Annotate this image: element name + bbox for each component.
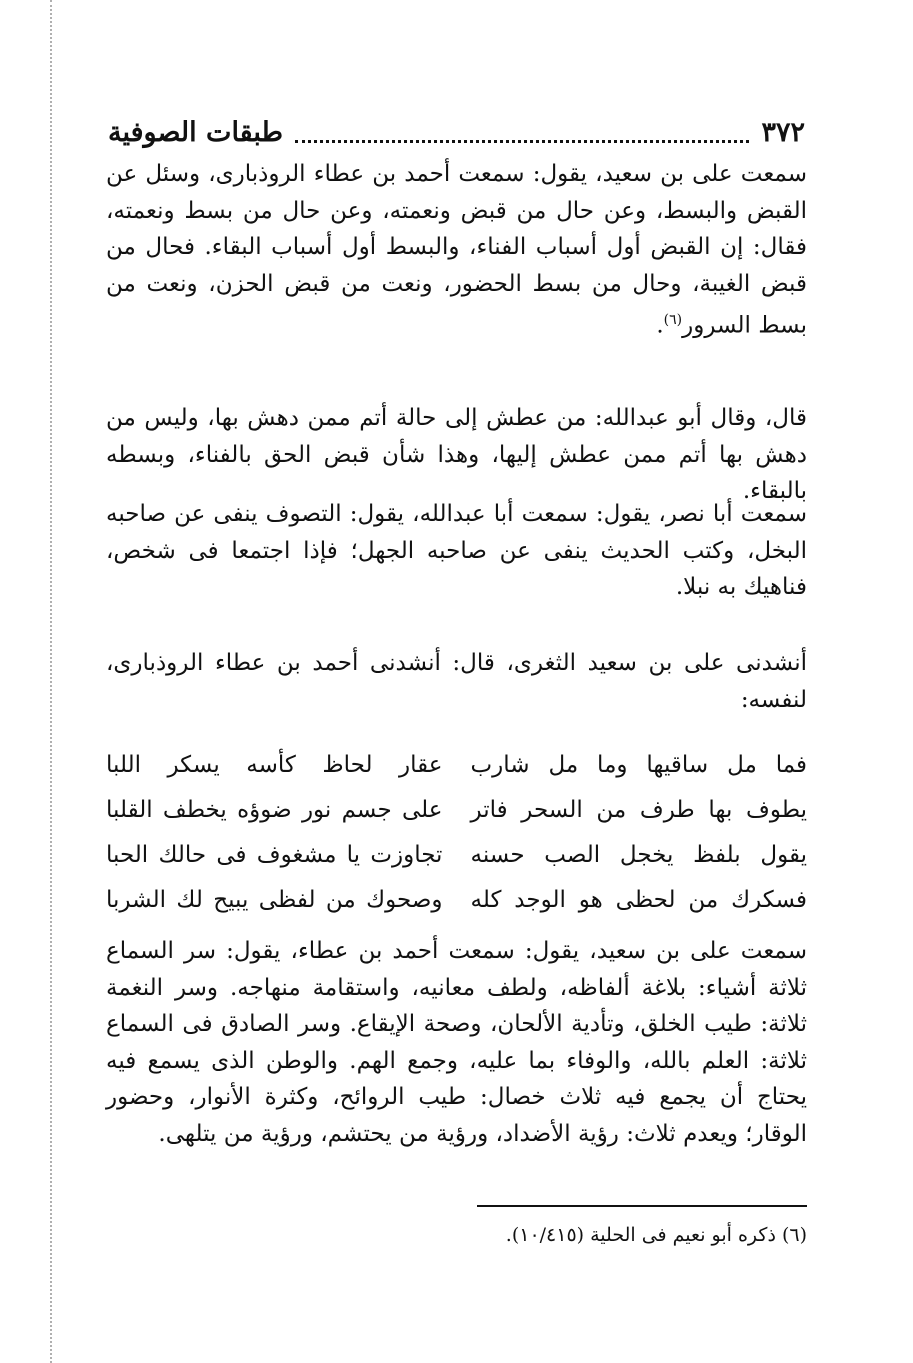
- paragraph-1-end: .: [656, 312, 664, 339]
- page-number: ٣٧٢: [761, 116, 805, 148]
- verse-second-hemistich: على جسم نور ضوؤه يخطف القلبا: [106, 796, 443, 823]
- verse-second-hemistich: عقار لحاظ كأسه يسكر اللبا: [106, 751, 443, 778]
- verse-first-hemistich: يطوف بها طرف من السحر فاتر: [470, 796, 807, 823]
- paragraph-1-text: سمعت على بن سعيد، يقول: سمعت أحمد بن عطاء الروذبارى، وسئل عن القبض والبسط، وعن حال من قبض ونعمته، وعن حال من بسط ونعمته، فقال: إن القبض أول أسباب الفناء، والبسط أول أسباب البقاء. فحال من قبض الغيبة، وحال من بسط الحضور، ونعت من قبض الحزن، ونعت من بسط السرور: [106, 161, 807, 339]
- verse-line: [106, 742, 807, 787]
- verse-first-hemistich: يقول بلفظ يخجل الصب حسنه: [470, 841, 807, 868]
- paragraph-1: [106, 156, 807, 344]
- verse-line: [106, 787, 807, 832]
- margin-dotted-line: [50, 0, 52, 1363]
- footnote: (٦) ذكره أبو نعيم فى الحلية (١٠/٤١٥).: [505, 1224, 807, 1246]
- footnote-separator: [477, 1205, 807, 1207]
- verse-second-hemistich: وصحوك من لفظى يبيح لك الشربا: [106, 886, 443, 913]
- book-title: طبقات الصوفية: [108, 116, 283, 148]
- paragraph-5: سمعت على بن سعيد، يقول: سمعت أحمد بن عطاء، يقول: سر السماع ثلاثة أشياء: بلاغة ألفاظه، ولطف معانيه، واستقامة منهاجه. وسر النغمة ثلاثة: طيب الخلق، وتأدية الألحان، وصحة الإيقاع. وسر الصادق فى السماع ثلاثة: العلم بالله، والوفاء بما عليه، وجمع الهم. والوطن الذى يسمع فيه يحتاج أن يجمع فيه ثلاث خصال: طيب الروائح، وكثرة الأنوار، وحضور الوقار؛ ويعدم ثلاث: رؤية الأضداد، ورؤية من يحتشم، ورؤية من يتلهى.: [106, 938, 807, 1147]
- verse-first-hemistich: فما مل ساقيها وما مل شارب: [470, 751, 807, 778]
- paragraph-2: قال، وقال أبو عبدالله: من عطش إلى حالة أتم ممن دهش بها، وليس من دهش بها أتم ممن عطش إليها، وهذا شأن قبض الحق بالفناء، وبسطه بالبقاء.: [106, 405, 807, 504]
- header-dotted-leader: [295, 140, 750, 143]
- poem: [106, 742, 807, 922]
- paragraph-4: أنشدنى على بن سعيد الثغرى، قال: أنشدنى أحمد بن عطاء الروذبارى، لنفسه:: [106, 650, 807, 713]
- verse-line: [106, 832, 807, 877]
- page-header: [108, 112, 805, 152]
- verse-second-hemistich: تجاوزت يا مشغوف فى حالك الحبا: [106, 841, 443, 868]
- verse-line: [106, 877, 807, 922]
- footnote-reference: (٦): [663, 312, 683, 328]
- paragraph-3: سمعت أبا نصر، يقول: سمعت أبا عبدالله، يقول: التصوف ينفى عن صاحبه البخل، وكتب الحديث ينفى عن صاحبه الجهل؛ فإذا اجتمعا فى شخص، فناهيك به نبلا.: [106, 501, 807, 600]
- verse-first-hemistich: فسكرك من لحظى هو الوجد كله: [470, 886, 807, 913]
